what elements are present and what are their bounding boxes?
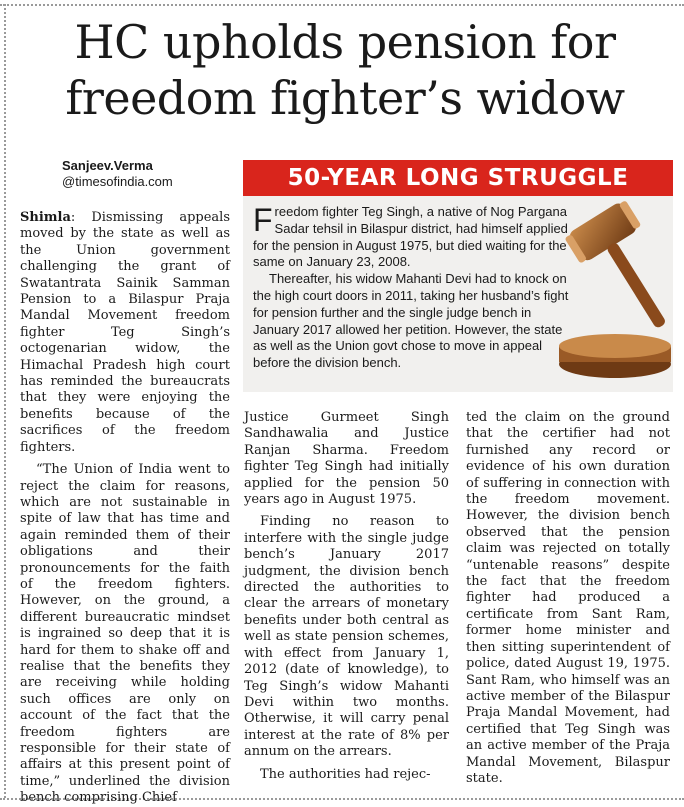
article-column-3 bbox=[466, 410, 670, 787]
byline-handle: @timesofindia.com bbox=[62, 174, 173, 189]
headline: HC upholds pension for freedom fighter’s widow bbox=[65, 15, 625, 125]
article-col1-para-2: “The Union of India went to reject the claim for reasons, which are not sustainable in spite of law that has time and again reminded them of their obligations and their pronouncements for the faith of the freedom fighters. However, on the ground, a different bureaucratic mindset is ingrained so deep that it is hard for them to shake off and realise that the benefits they are receiving while holding such offices are only on account of the fact that the freedom fighters are responsible for their state of affairs at this present point of time,” underlined the division bench comprising Chief bbox=[20, 462, 230, 806]
article-column-2 bbox=[244, 410, 449, 783]
sidebar-para-2: Thereafter, his widow Mahanti Devi had to knock on the high court doors in 2011, taking her husband’s fight for pension further and the single judge bench in January 2017 allowed her petition. However, the state as well as the Union govt chose to move in appeal before the division bench. bbox=[253, 271, 569, 371]
dateline: Shimla bbox=[20, 210, 71, 225]
article-col2-para-1: Justice Gurmeet Singh Sandhawalia and Justice Ranjan Sharma. Freedom fighter Teg Singh had initially applied for the pension 50 years ago in August 1975. bbox=[244, 410, 449, 508]
article-col2-para-3: The authorities had rejec- bbox=[260, 766, 431, 782]
sidebar-box bbox=[243, 160, 673, 392]
byline bbox=[62, 158, 173, 190]
byline-name: Sanjeev.Verma bbox=[62, 158, 153, 173]
sidebar-body bbox=[253, 204, 573, 372]
article-col1-para-1: : Dismissing appeals moved by the state as well as the Union government challenging the grant of Swatantrata Sainik Samman Pension to a Bilaspur Praja Mandal Movement freedom fighter Teg Singh’s octogenarian widow, the Himachal Pradesh high court has reminded the bureaucrats that they were enjoying the benefits because of the sacrifices of the freedom fighters. bbox=[20, 210, 230, 455]
top-border bbox=[0, 4, 684, 6]
article-col3-para-1: ted the claim on the ground that the certifier had not furnished any record or evidence of his own duration of suffering in connection with the freedom movement. However, the division bench observed that the pension claim was rejected on totally “untenable reasons” despite the fact that the freedom fighter had produced a certificate from Sant Ram, former home minister and then sitting superintendent of police, dated August 19, 1975. Sant Ram, who himself was an active member of the Bilaspur Praja Mandal Movement, had certified that Teg Singh was an active member of the Praja Mandal Movement, Bilaspur state. bbox=[466, 410, 670, 786]
article-column-1 bbox=[20, 210, 230, 807]
sidebar-para-1: reedom fighter Teg Singh, a native of Nog Pargana Sadar tehsil in Bilaspur district, had himself applied for the pension in August 1975, but died waiting for the same on January 23, 2008. bbox=[253, 204, 568, 270]
article-col2-para-2: Finding no reason to interfere with the single judge bench’s January 2017 judgment, the division bench directed the authorities to clear the arrears of monetary benefits under both central as well as state pension schemes, with effect from January 1, 2012 (date of knowledge), to Teg Singh’s widow Mahanti Devi within two months. Otherwise, it will carry penal interest at the rate of 8% per annum on the arrears. bbox=[244, 514, 449, 760]
sidebar-title: 50-YEAR LONG STRUGGLE bbox=[243, 160, 673, 196]
left-border bbox=[4, 4, 6, 798]
sidebar-dropcap: F bbox=[253, 202, 273, 238]
